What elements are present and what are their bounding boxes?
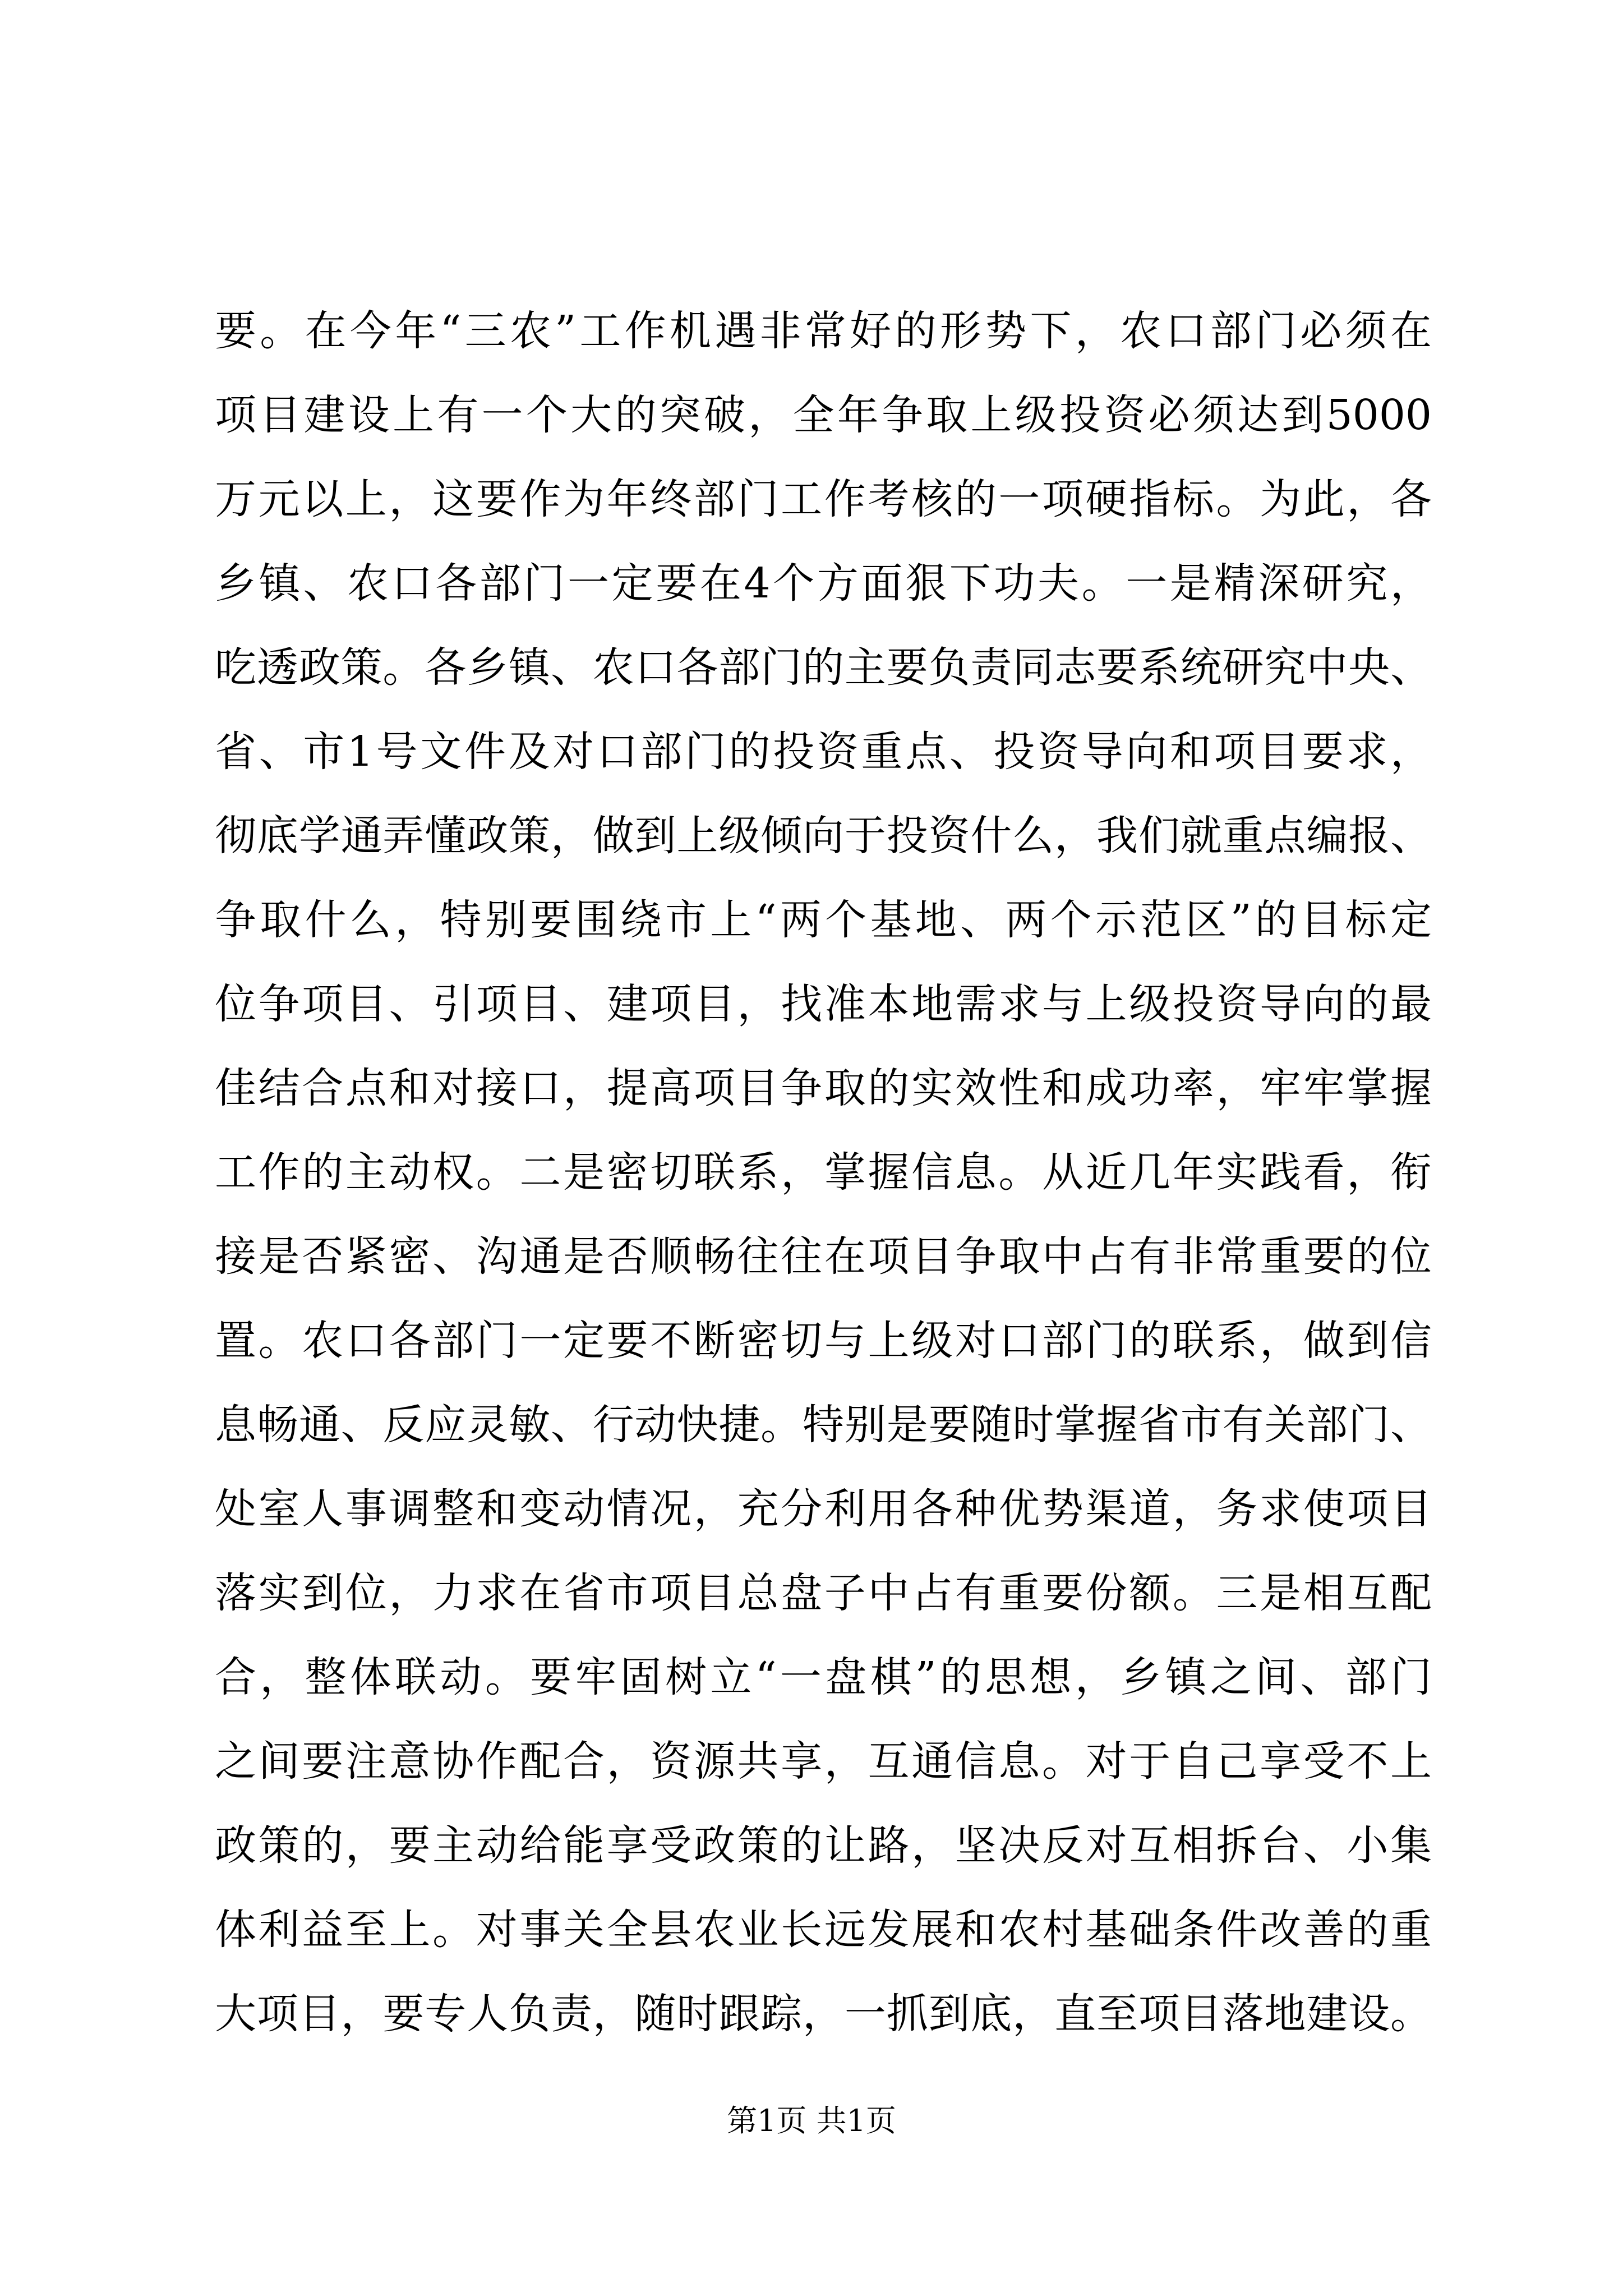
text-line: 之间要注意协作配合，资源共享，互通信息。对于自己享受不上 bbox=[215, 1737, 1432, 1786]
text-line: 彻底学通弄懂政策，做到上级倾向于投资什么，我们就重点编报、 bbox=[215, 812, 1432, 860]
text-line: 吃透政策。各乡镇、农口各部门的主要负责同志要系统研究中央、 bbox=[215, 643, 1432, 692]
text-line: 乡镇、农口各部门一定要在4个方面狠下功夫。一是精深研究， bbox=[215, 559, 1432, 608]
text-line: 合，整体联动。要牢固树立“一盘棋”的思想，乡镇之间、部门 bbox=[215, 1653, 1432, 1701]
text-line: 置。农口各部门一定要不断密切与上级对口部门的联系，做到信 bbox=[215, 1317, 1432, 1365]
text-line: 落实到位，力求在省市项目总盘子中占有重要份额。三是相互配 bbox=[215, 1569, 1432, 1617]
body-text bbox=[215, 289, 1432, 2056]
text-line: 万元以上，这要作为年终部门工作考核的一项硬指标。为此，各 bbox=[215, 475, 1432, 523]
text-line: 体利益至上。对事关全县农业长远发展和农村基础条件改善的重 bbox=[215, 1906, 1432, 1954]
text-line: 项目建设上有一个大的突破，全年争取上级投资必须达到5000 bbox=[215, 391, 1432, 439]
text-line: 省、市1号文件及对口部门的投资重点、投资导向和项目要求， bbox=[215, 728, 1432, 776]
text-line: 政策的，要主动给能享受政策的让路，坚决反对互相拆台、小集 bbox=[215, 1821, 1432, 1870]
text-line: 工作的主动权。二是密切联系，掌握信息。从近几年实践看，衔 bbox=[215, 1148, 1432, 1197]
text-line: 接是否紧密、沟通是否顺畅往往在项目争取中占有非常重要的位 bbox=[215, 1232, 1432, 1281]
text-line: 佳结合点和对接口，提高项目争取的实效性和成功率，牢牢掌握 bbox=[215, 1064, 1432, 1112]
page-number-footer: 第1页 共1页 bbox=[727, 2103, 896, 2138]
text-line: 要。在今年“三农”工作机遇非常好的形势下，农口部门必须在 bbox=[215, 307, 1432, 355]
text-line: 息畅通、反应灵敏、行动快捷。特别是要随时掌握省市有关部门、 bbox=[215, 1401, 1432, 1449]
text-line: 处室人事调整和变动情况，充分利用各种优势渠道，务求使项目 bbox=[215, 1485, 1432, 1533]
text-line: 大项目，要专人负责，随时跟踪，一抓到底，直至项目落地建设。 bbox=[215, 1990, 1432, 2038]
text-line: 争取什么，特别要围绕市上“两个基地、两个示范区”的目标定 bbox=[215, 896, 1432, 944]
text-line: 位争项目、引项目、建项目，找准本地需求与上级投资导向的最 bbox=[215, 980, 1432, 1028]
